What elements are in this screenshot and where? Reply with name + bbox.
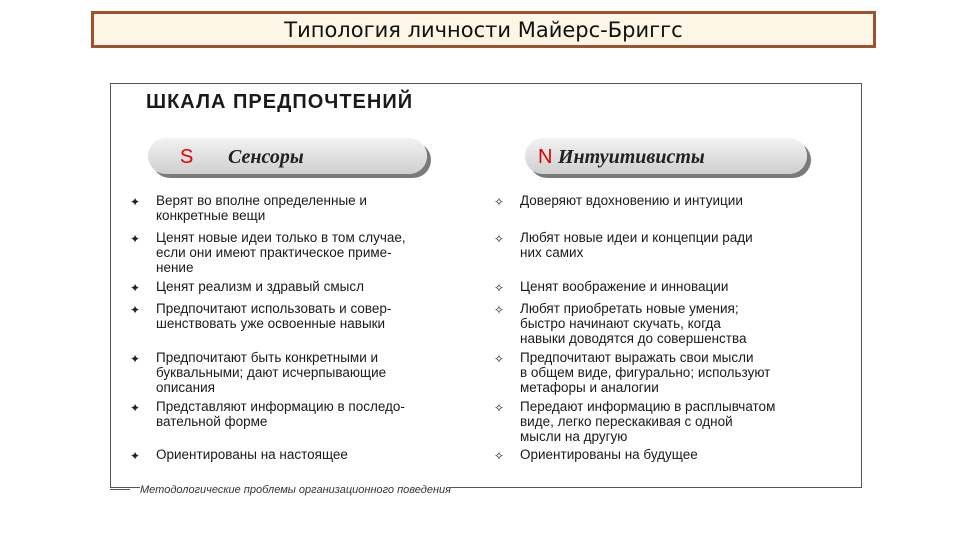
four-point-star-icon: ✦: [130, 195, 141, 209]
intuitives-item-line: Любят новые идеи и концепции ради: [520, 230, 753, 245]
intuitives-item-line: в общем виде, фигурально; используют: [520, 365, 771, 380]
outlined-star-icon: ✧: [494, 449, 505, 463]
sensors-letter: S: [180, 146, 194, 168]
sensors-item-line: описания: [156, 380, 215, 395]
slide-title-bar: [91, 11, 876, 48]
intuitives-item-line: Передают информацию в расплывчатом: [520, 399, 776, 414]
sensors-item-line: шенствовать уже освоенные навыки: [156, 316, 386, 331]
four-point-star-icon: ✦: [130, 449, 141, 463]
intuitives-item-line: навыки доводятся до совершенства: [520, 331, 747, 346]
outlined-star-icon: ✧: [494, 232, 505, 246]
footer-caption: Методологические проблемы организационного поведения: [140, 484, 451, 496]
four-point-star-icon: ✦: [130, 232, 141, 246]
intuitives-item-line: Ориентированы на будущее: [520, 447, 698, 462]
outlined-star-icon: ✧: [494, 401, 505, 415]
intuitives-item-line: виде, легко перескакивая с одной: [520, 414, 733, 429]
four-point-star-icon: ✦: [130, 281, 141, 295]
sensors-item-line: буквальными; дают исчерпывающие: [156, 365, 387, 380]
scale-heading: ШКАЛА ПРЕДПОЧТЕНИЙ: [146, 91, 414, 113]
sensors-item-line: конкретные вещи: [156, 208, 266, 223]
sensors-item-line: Ценят новые идеи только в том случае,: [156, 230, 406, 245]
intuitives-item-line: Ценят воображение и инновации: [520, 279, 729, 294]
sensors-item-line: Ценят реализм и здравый смысл: [156, 279, 364, 294]
slide-title: Типология личности Майерс-Бриггс: [284, 17, 683, 42]
intuitives-item-line: них самих: [520, 245, 584, 260]
intuitives-letter: N: [538, 146, 553, 168]
sensors-item-line: Представляют информацию в последо-: [156, 399, 405, 414]
sensors-item-line: Верят во вполне определенные и: [156, 193, 367, 208]
sensors-item-line: вательной форме: [156, 414, 268, 429]
outlined-star-icon: ✧: [494, 281, 505, 295]
intuitives-item-line: Предпочитают выражать свои мысли: [520, 350, 754, 365]
intuitives-item-line: Любят приобретать новые умения;: [520, 301, 739, 316]
outlined-star-icon: ✧: [494, 303, 505, 317]
sensors-item-line: Предпочитают использовать и совер-: [156, 301, 392, 316]
sensors-item-line: Ориентированы на настоящее: [156, 447, 348, 462]
intuitives-item-line: мысли на другую: [520, 429, 628, 444]
outlined-star-icon: ✧: [494, 195, 505, 209]
sensors-item-line: Предпочитают быть конкретными и: [156, 350, 379, 365]
outlined-star-icon: ✧: [494, 352, 505, 366]
intuitives-item-line: метафоры и аналогии: [520, 380, 659, 395]
sensors-title: Сенсоры: [228, 146, 304, 168]
sensors-item-line: нение: [156, 260, 194, 275]
intuitives-title: Интуитивисты: [558, 146, 705, 168]
sensors-item-line: если они имеют практическое приме-: [156, 245, 392, 260]
four-point-star-icon: ✦: [130, 352, 141, 366]
footer-rule: [110, 489, 130, 490]
intuitives-item-line: быстро начинают скучать, когда: [520, 316, 721, 331]
intuitives-item-line: Доверяют вдохновению и интуиции: [520, 193, 743, 208]
four-point-star-icon: ✦: [130, 401, 141, 415]
four-point-star-icon: ✦: [130, 303, 141, 317]
